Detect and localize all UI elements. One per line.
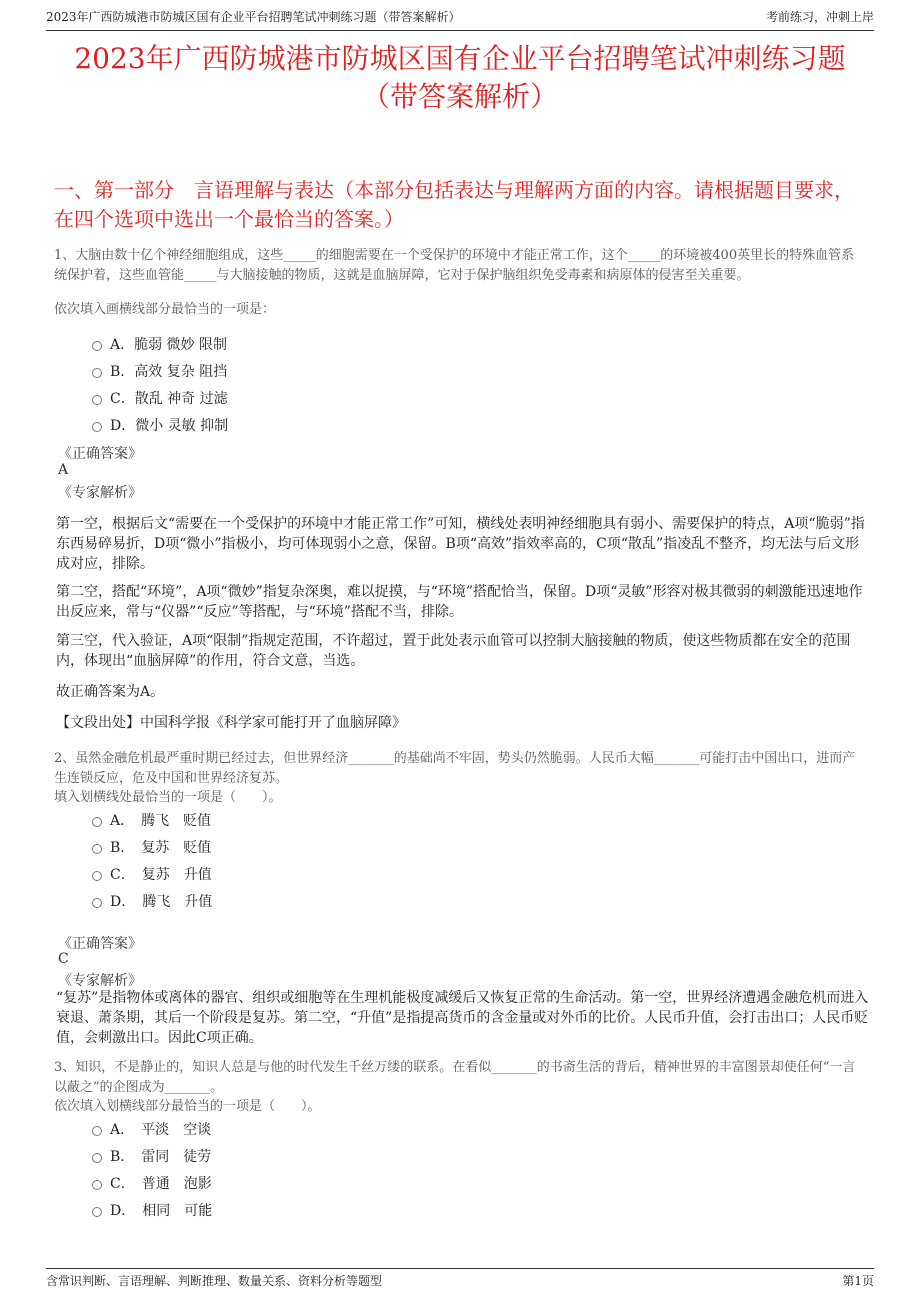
q3-option-c[interactable]: C． 普通 泡影 [92, 1169, 212, 1196]
q2-prompt: 填入划横线处最恰当的一项是（ ）。 [54, 790, 282, 805]
page-header [46, 8, 874, 31]
q2-answer-label: 《正确答案》 [58, 936, 142, 952]
q2-option-a[interactable]: A． 腾飞 贬值 [92, 806, 212, 833]
q1-analysis-3: 第三空，代入验证，A项“限制”指规定范围，不许超过，置于此处表示血管可以控制大脑接触的物质，使这些物质都在安全的范围内，体现出“血脑屏障”的作用，符合文意，当选。 [56, 633, 851, 669]
radio-icon[interactable] [92, 817, 102, 827]
q2-options [92, 806, 212, 914]
q1-analysis-1: 第一空，根据后文“需要在一个受保护的环境中才能正常工作”可知，横线处表明神经细胞具有弱小、需要保护的特点，A项“脆弱”指东西易碎易折，D项“微小”指极小，均可体现弱小之意，保留。B项“高效”指效率高的，C项“散乱”指凌乱不整齐，均无法与后文形成对应，排除。 [56, 516, 865, 572]
q1-options [92, 330, 228, 438]
radio-icon[interactable] [92, 368, 102, 378]
radio-icon[interactable] [92, 1153, 102, 1163]
q1-source: 【文段出处】中国科学报《科学家可能打开了血脑屏障》 [56, 715, 406, 731]
radio-icon[interactable] [92, 1126, 102, 1136]
q1-prompt: 依次填入画横线部分最恰当的一项是： [54, 302, 276, 317]
q1-option-c[interactable]: C．散乱 神奇 过滤 [92, 384, 228, 411]
q1-option-b[interactable]: B．高效 复杂 阻挡 [92, 357, 228, 384]
q3-stem: 3、知识，不是静止的，知识人总是与他的时代发生千丝万缕的联系。在看似_______的书斋生活的背后，精神世界的丰富图景却使任何“一言以蔽之”的企图成为_______。 [54, 1060, 856, 1095]
radio-icon[interactable] [92, 1207, 102, 1217]
q3-prompt: 依次填入划横线部分最恰当的一项是（ ）。 [54, 1099, 321, 1114]
q1-option-a[interactable]: A．脆弱 微妙 限制 [92, 330, 228, 357]
radio-icon[interactable] [92, 395, 102, 405]
radio-icon[interactable] [92, 1180, 102, 1190]
radio-icon[interactable] [92, 871, 102, 881]
q1-analysis-label: 《专家解析》 [58, 485, 142, 501]
document-title [40, 40, 880, 116]
q1-answer-label: 《正确答案》 [58, 446, 142, 462]
q3-option-a[interactable]: A． 平淡 空谈 [92, 1115, 212, 1142]
header-slogan: 考前练习，冲刺上岸 [765, 10, 874, 24]
footer-topics: 含常识判断、言语理解、判断推理、数量关系、资料分析等题型 [46, 1274, 383, 1288]
page-number: 第1页 [842, 1274, 874, 1288]
q1-answer: A [58, 462, 69, 478]
q2-option-b[interactable]: B． 复苏 贬值 [92, 833, 212, 860]
q2-stem: 2、虽然金融危机最严重时期已经过去，但世界经济_______的基础尚不牢固，势头仍然脆弱。人民币大幅_______可能打击中国出口，进而产生连锁反应，危及中国和世界经济复苏。 [54, 751, 856, 786]
q2-answer: C [58, 951, 69, 967]
q3-option-d[interactable]: D． 相同 可能 [92, 1196, 212, 1223]
q2-analysis: “复苏”是指物体或离体的器官、组织或细胞等在生理机能极度减缓后又恢复正常的生命活动。第一空，世界经济遭遇金融危机而进入衰退、萧条期，其后一个阶段是复苏。第二空，“升值”是指提高货币的含金量或对外币的比价。人民币升值，会打击出口；人民币贬值，会刺激出口。因此C项正确。 [56, 990, 869, 1046]
section-heading: 一、第一部分 言语理解与表达（本部分包括表达与理解两方面的内容。请根据题目要求，在四个选项中选出一个最恰当的答案。） [54, 178, 854, 231]
q2-analysis-label: 《专家解析》 [58, 973, 142, 989]
q1-analysis-2: 第二空，搭配“环境”，A项“微妙”指复杂深奥，难以捉摸，与“环境”搭配恰当，保留。D项“灵敏”形容对极其微弱的刺激能迅速地作出反应来，常与“仪器”“反应”等搭配，与“环境”搭配不当，排除。 [56, 584, 863, 620]
q1-analysis-4: 故正确答案为A。 [56, 684, 165, 700]
q1-stem: 1、大脑由数十亿个神经细胞组成，这些_____的细胞需要在一个受保护的环境中才能正常工作，这个_____的环境被400英里长的特殊血管系统保护着，这些血管能_____与大脑接触的物质，这就是血脑屏障，它对于保护脑组织免受毒素和病原体的侵害至关重要。 [54, 248, 855, 283]
page-footer [46, 1268, 874, 1289]
q2-option-d[interactable]: D． 腾飞 升值 [92, 887, 212, 914]
radio-icon[interactable] [92, 898, 102, 908]
title-line-1: 2023年广西防城港市防城区国有企业平台招聘笔试冲刺练习题 [74, 42, 846, 75]
q2-option-c[interactable]: C． 复苏 升值 [92, 860, 212, 887]
q1-option-d[interactable]: D．微小 灵敏 抑制 [92, 411, 228, 438]
radio-icon[interactable] [92, 844, 102, 854]
title-line-2: （带答案解析） [361, 80, 558, 113]
q3-options [92, 1115, 212, 1223]
radio-icon[interactable] [92, 341, 102, 351]
radio-icon[interactable] [92, 422, 102, 432]
header-title: 2023年广西防城港市防城区国有企业平台招聘笔试冲刺练习题（带答案解析） [46, 10, 461, 24]
q3-option-b[interactable]: B． 雷同 徒劳 [92, 1142, 212, 1169]
